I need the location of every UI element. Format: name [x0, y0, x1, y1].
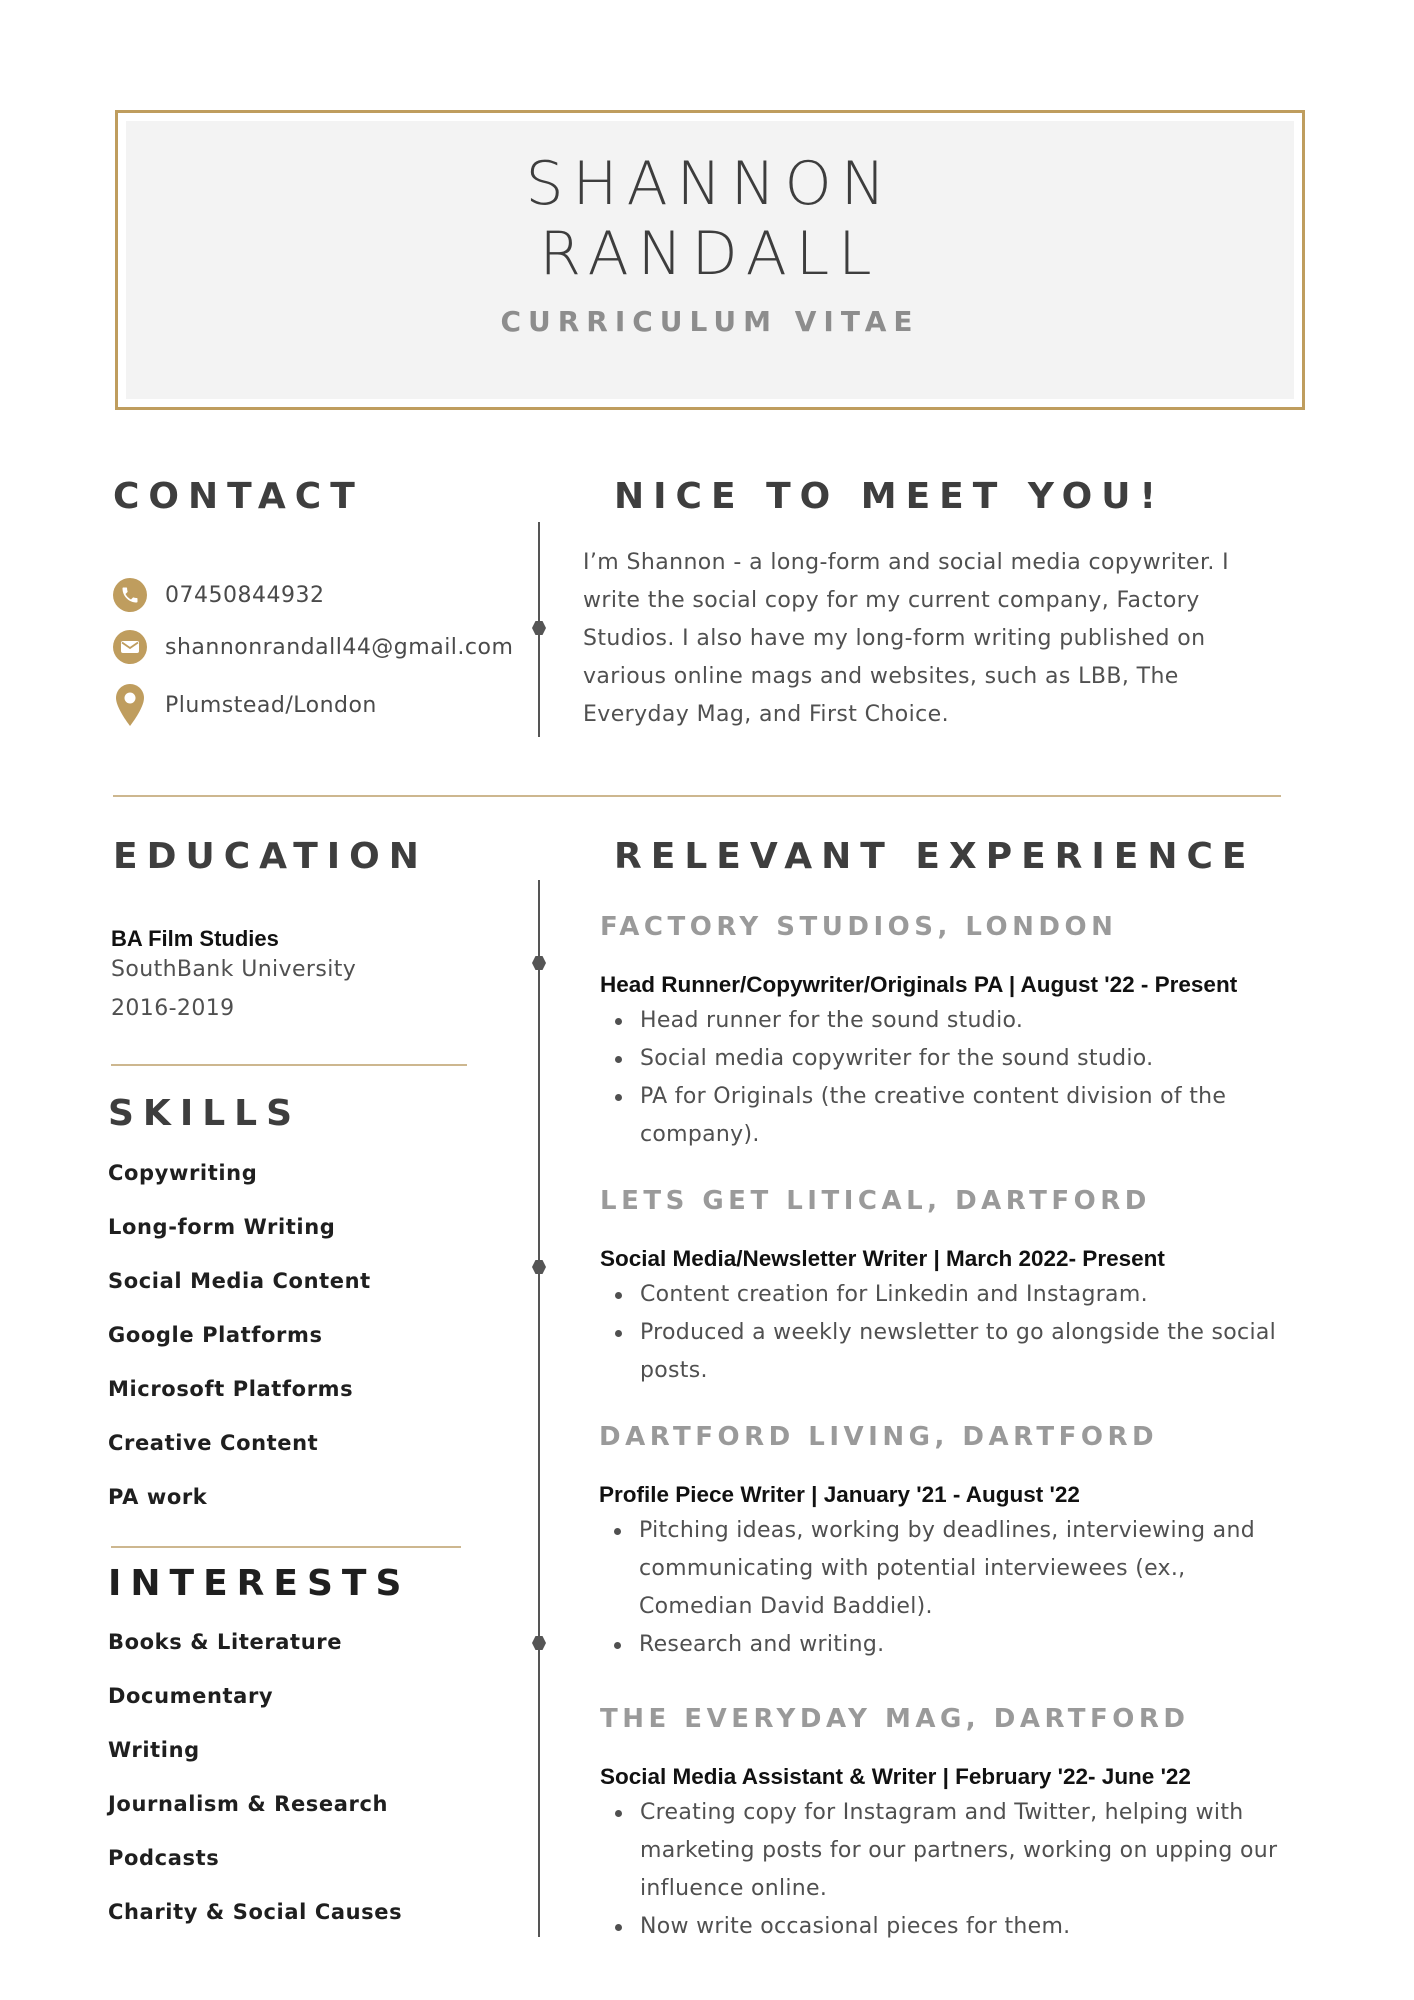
job-bullets: [599, 1512, 1319, 1664]
location-text: Plumstead/London: [165, 692, 377, 718]
interest-item: Podcasts: [108, 1846, 220, 1870]
header-box: [115, 110, 1305, 410]
skill-item: Microsoft Platforms: [108, 1377, 354, 1401]
email-address[interactable]: shannonrandall44@gmail.com: [165, 634, 514, 660]
job-company: FACTORY STUDIOS, LONDON: [600, 912, 1118, 942]
job-bullet: Produced a weekly newsletter to go alongside the social posts.: [600, 1314, 1320, 1390]
skill-item: Google Platforms: [108, 1323, 323, 1347]
job-role: Social Media/Newsletter Writer | March 2022- Present: [600, 1246, 1165, 1271]
contact-email: [113, 630, 513, 664]
job-bullet: Content creation for Linkedin and Instagram.: [600, 1276, 1320, 1314]
intro-heading: NICE TO MEET YOU!: [614, 476, 1165, 517]
intro-divider-dot: [532, 621, 546, 635]
intro-line: Studios. I also have my long-form writing published on: [583, 626, 1206, 651]
interest-item: Charity & Social Causes: [108, 1900, 403, 1924]
intro-line: write the social copy for my current company, Factory: [583, 588, 1200, 613]
interest-item: Writing: [108, 1738, 200, 1762]
job-bullets: [600, 1002, 1320, 1154]
job-bullet: Now write occasional pieces for them.: [600, 1908, 1320, 1946]
experience-timeline-line: [538, 880, 540, 1937]
job-company: THE EVERYDAY MAG, DARTFORD: [600, 1704, 1190, 1734]
contact-location: [113, 684, 377, 726]
contact-phone: [113, 578, 324, 612]
education-heading: EDUCATION: [113, 836, 428, 877]
job-company: LETS GET LITICAL, DARTFORD: [600, 1186, 1151, 1216]
education-school: SouthBank University: [111, 957, 357, 982]
job-bullet: Social media copywriter for the sound studio.: [600, 1040, 1320, 1078]
section-divider: [113, 795, 1281, 797]
timeline-dot: [532, 1636, 546, 1650]
job-entry: [599, 1422, 1319, 1664]
email-icon: [113, 630, 147, 664]
job-role: Head Runner/Copywriter/Originals PA | August '22 - Present: [600, 972, 1238, 997]
skill-item: Creative Content: [108, 1431, 319, 1455]
intro-paragraph: [583, 544, 1303, 734]
phone-number[interactable]: 07450844932: [165, 582, 325, 608]
job-entry: [600, 912, 1320, 1154]
job-bullet: Head runner for the sound studio.: [600, 1002, 1320, 1040]
interest-item: Journalism & Research: [108, 1792, 389, 1816]
job-bullet: Creating copy for Instagram and Twitter, helping with marketing posts for our partners, working on upping our influence online.: [600, 1794, 1320, 1908]
phone-icon: [113, 578, 147, 612]
job-bullet: Pitching ideas, working by deadlines, interviewing and communicating with potential interviewees (ex., Comedian David Baddiel).: [599, 1512, 1319, 1626]
interests-heading: INTERESTS: [108, 1563, 411, 1604]
skill-item: PA work: [108, 1485, 208, 1509]
interest-item: Books & Literature: [108, 1630, 343, 1654]
job-entry: [600, 1704, 1320, 1946]
interest-item: Documentary: [108, 1684, 274, 1708]
name-last: RANDALL: [539, 219, 881, 289]
education-block: [111, 926, 356, 1028]
skill-item: Long-form Writing: [108, 1215, 336, 1239]
timeline-dot: [532, 1260, 546, 1274]
education-degree: BA Film Studies: [111, 926, 279, 951]
job-bullets: [600, 1276, 1320, 1390]
job-bullets: [600, 1794, 1320, 1946]
education-divider: [111, 1064, 467, 1066]
skill-item: Copywriting: [108, 1161, 258, 1185]
job-company: DARTFORD LIVING, DARTFORD: [599, 1422, 1159, 1452]
document-subtitle: CURRICULUM VITAE: [500, 305, 920, 338]
job-bullet: Research and writing.: [599, 1626, 1319, 1664]
contact-heading: CONTACT: [113, 476, 364, 517]
intro-line: various online mags and websites, such as LBB, The: [583, 664, 1179, 689]
job-entry: [600, 1186, 1320, 1390]
intro-line: I’m Shannon - a long-form and social media copywriter. I: [583, 550, 1230, 575]
experience-heading: RELEVANT EXPERIENCE: [614, 836, 1256, 877]
job-role: Profile Piece Writer | January '21 - August '22: [599, 1482, 1080, 1507]
skills-divider: [111, 1546, 461, 1548]
job-role: Social Media Assistant & Writer | February '22- June '22: [600, 1764, 1191, 1789]
skills-heading: SKILLS: [108, 1093, 302, 1134]
skill-item: Social Media Content: [108, 1269, 371, 1293]
job-bullet: PA for Originals (the creative content division of the company).: [600, 1078, 1320, 1154]
education-years: 2016-2019: [111, 996, 235, 1021]
location-pin-icon: [113, 684, 147, 726]
intro-line: Everyday Mag, and First Choice.: [583, 702, 949, 727]
timeline-dot: [532, 956, 546, 970]
name-first: SHANNON: [525, 149, 895, 219]
header-panel: [126, 121, 1294, 399]
